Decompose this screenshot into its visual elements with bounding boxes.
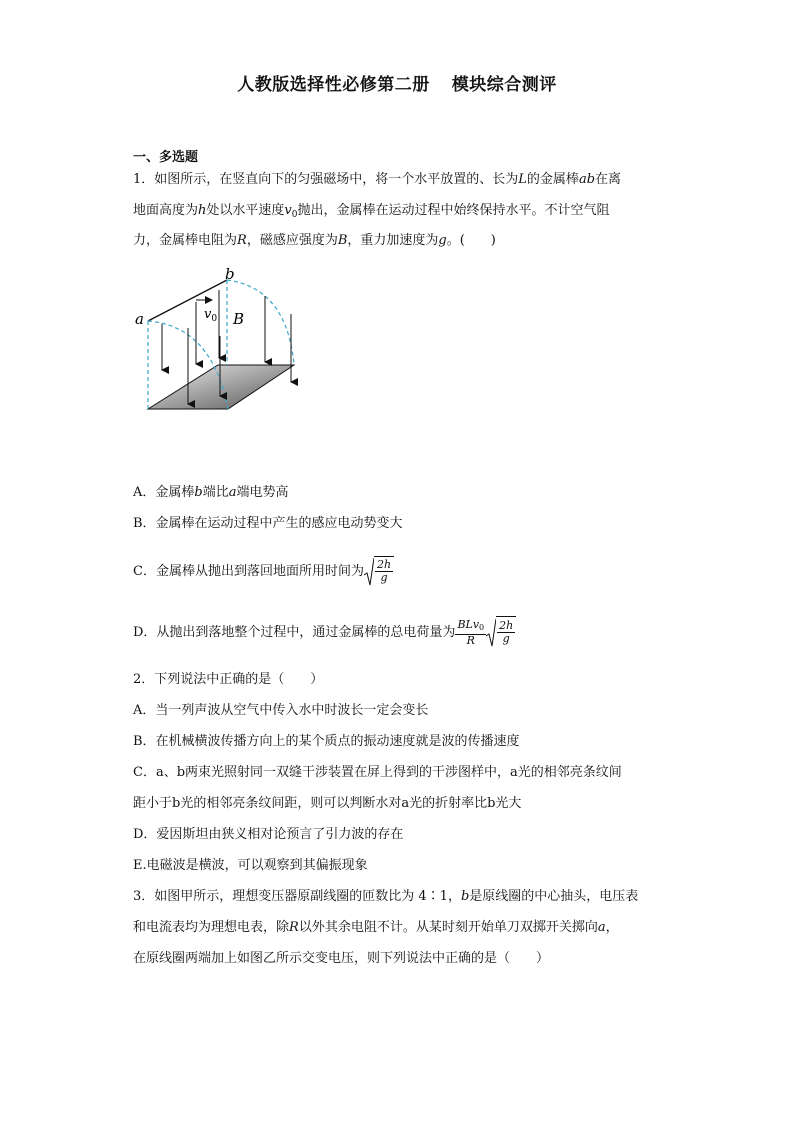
q1-stem-line-1: 1．如图所示，在竖直向下的匀强磁场中，将一个水平放置的、长为L的金属棒ab在离 [133,172,622,187]
page-title [0,70,794,95]
q2-option-e[interactable]: E.电磁波是横波，可以观察到其偏振现象 [133,858,368,873]
q1-option-d[interactable]: D．从抛出到落地整个过程中，通过金属棒的总电荷量为 $\frac{\text{BLv0}}{R}$ $\frac{2h}{g}$ [133,616,516,649]
q1-option-b[interactable]: B．金属棒在运动过程中产生的感应电动势变大 [133,516,403,531]
q1-stem-line-3: 力，金属棒电阻为R，磁感应强度为B，重力加速度为g。( ) [133,233,496,248]
q1-diagram [132,266,312,426]
q2-option-c-line-2[interactable]: 距小于b光的相邻亮条纹间距，则可以判断水对a光的折射率比b光大 [133,796,522,811]
q1-figure [132,266,312,430]
label-a: a [135,310,144,328]
q3-stem-line-2: 和电流表均为理想电表，除R以外其余电阻不计。从某时刻开始单刀双掷开关掷向a， [133,920,619,935]
sqrt-expression: $\frac{2h}{g}$ [364,556,394,587]
ground-plane [148,365,294,409]
label-b: b [225,266,235,283]
section-heading: 一、多选题 [133,150,199,165]
q1-option-c[interactable]: C．金属棒从抛出到落回地面所用时间为 $\frac{2h}{g}$ [133,556,394,587]
q3-stem-line-3: 在原线圈两端加上如图乙所示交变电压，则下列说法中正确的是（ ） [133,951,550,966]
q2-stem: 2．下列说法中正确的是（ ） [133,672,324,687]
sqrt-expression: $\frac{2h}{g}$ [486,616,516,649]
label-v: $v_0$ [204,307,218,324]
q2-option-a[interactable]: A．当一列声波从空气中传入水中时波长一定会变长 [133,703,429,718]
q3-stem-line-1: 3．如图甲所示，理想变压器原副线圈的匝数比为 4∶1，b是原线圈的中心抽头，电压表 [133,889,639,904]
label-B: B [233,310,245,328]
q2-option-d[interactable]: D．爱因斯坦由狭义相对论预言了引力波的存在 [133,827,404,842]
q2-option-b[interactable]: B．在机械横波传播方向上的某个质点的振动速度就是波的传播速度 [133,734,520,749]
title-sub: 模块综合测评 [451,75,557,95]
q2-option-c-line-1[interactable]: C．a、b两束光照射同一双缝干涉装置在屏上得到的干涉图样中，a光的相邻亮条纹间 [133,765,622,780]
q1-option-a[interactable]: A．金属棒b端比a端电势高 [133,485,289,500]
q1-stem-line-2: 地面高度为h处以水平速度$v_0$抛出，金属棒在运动过程中始终保持水平。不计空气阻 [133,203,610,220]
fraction-charge: $\frac{\text{BLv0}}{R}$ [457,617,485,647]
title-main: 人教版选择性必修第二册 [237,75,430,95]
